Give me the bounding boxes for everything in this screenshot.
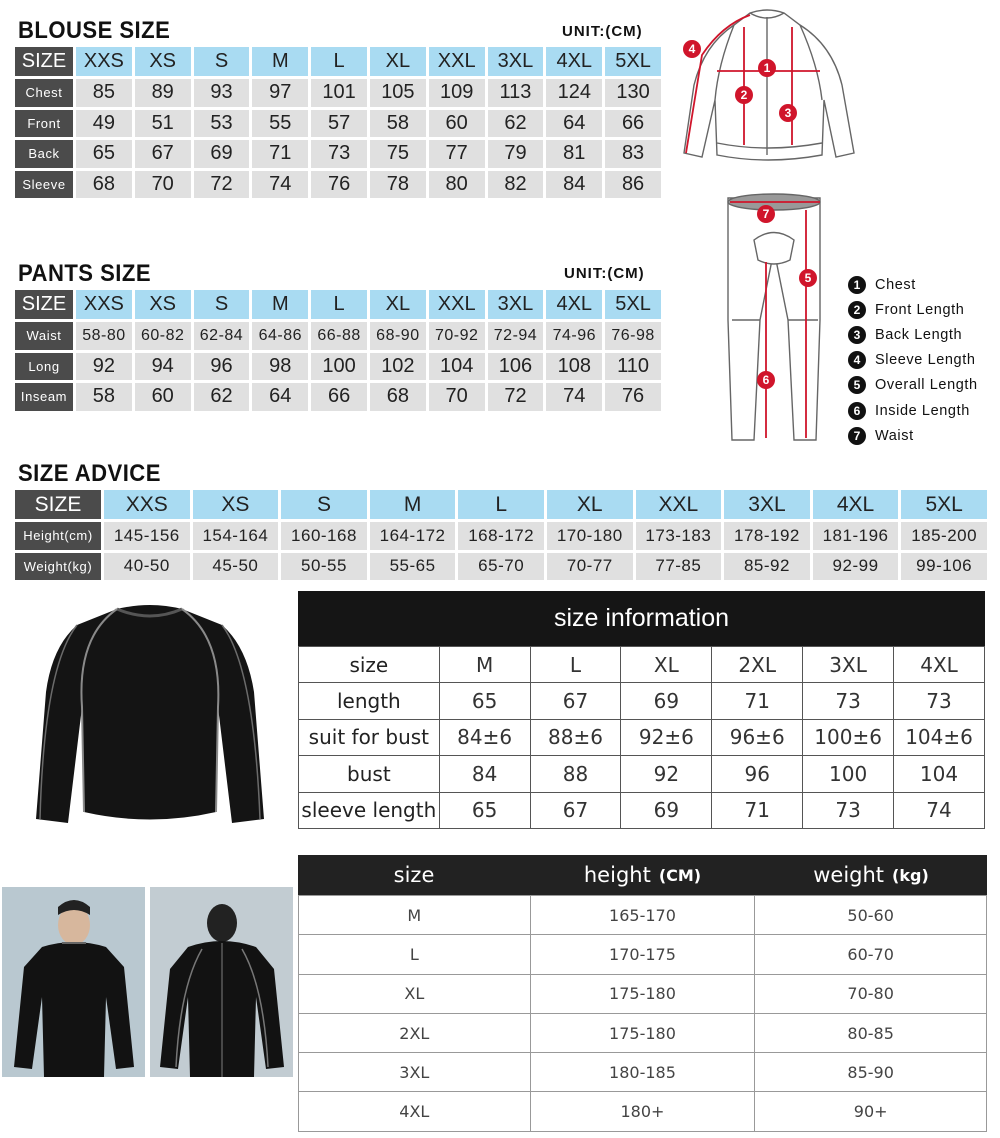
pants-diagram <box>720 190 830 445</box>
info-value-cell: 88 <box>530 756 621 792</box>
size-value-cell: 102 <box>370 353 426 381</box>
size-value-cell: 73 <box>311 140 367 168</box>
size-column-header: XL <box>547 490 633 519</box>
size-column-header: 3XL <box>488 290 544 319</box>
size-value-cell: 60-82 <box>135 322 191 350</box>
size-column-header: 4XL <box>813 490 899 519</box>
blouse-size-title: BLOUSE SIZE <box>18 17 171 44</box>
size-column-header: S <box>194 290 250 319</box>
legend-item <box>848 423 978 448</box>
size-value-cell: 66-88 <box>311 322 367 350</box>
size-value-cell: 108 <box>546 353 602 381</box>
hw-row <box>299 974 987 1013</box>
size-header-label: SIZE <box>15 47 73 76</box>
info-row <box>299 792 985 828</box>
size-value-cell: 64-86 <box>252 322 308 350</box>
info-value-cell: 96±6 <box>712 719 803 755</box>
size-column-header: XXS <box>76 290 132 319</box>
size-column-header: XXL <box>636 490 722 519</box>
size-value-cell: 154-164 <box>193 522 279 550</box>
hw-col-weight-label: weight <box>813 863 885 887</box>
hw-col-height-label: height <box>583 863 651 887</box>
hw-row <box>299 896 987 935</box>
size-value-cell: 86 <box>605 171 661 199</box>
size-value-cell: 92 <box>76 353 132 381</box>
size-column-header: L <box>311 47 367 76</box>
size-value-cell: 76-98 <box>605 322 661 350</box>
size-value-cell: 62 <box>488 110 544 138</box>
size-advice-table <box>15 490 985 580</box>
size-header-label: SIZE <box>15 290 73 319</box>
info-value-cell: 84±6 <box>439 719 530 755</box>
hw-size-cell: L <box>299 935 531 974</box>
size-value-cell: 110 <box>605 353 661 381</box>
info-value-cell: 96 <box>712 756 803 792</box>
hw-weight-cell: 60-70 <box>755 935 987 974</box>
info-value-cell: 65 <box>439 683 530 719</box>
size-column-header: XL <box>370 290 426 319</box>
marker-7-label: 7 <box>762 207 770 221</box>
info-value-cell: 65 <box>439 792 530 828</box>
size-value-cell: 124 <box>546 79 602 107</box>
height-weight-table <box>298 855 987 1132</box>
info-value-cell: 84 <box>439 756 530 792</box>
marker-2-label: 2 <box>740 88 748 102</box>
size-information-title: size information <box>298 591 985 646</box>
size-value-cell: 104 <box>429 353 485 381</box>
info-row <box>299 719 985 755</box>
legend-number-badge: 4 <box>848 351 866 369</box>
size-value-cell: 181-196 <box>813 522 899 550</box>
hw-height-cell: 165-170 <box>530 896 755 935</box>
hw-height-cell: 175-180 <box>530 974 755 1013</box>
hw-size-cell: 3XL <box>299 1053 531 1092</box>
blouse-unit-label: UNIT:(CM) <box>562 23 643 40</box>
size-value-cell: 83 <box>605 140 661 168</box>
info-value-cell: 104 <box>894 756 985 792</box>
size-value-cell: 60 <box>429 110 485 138</box>
info-value-cell: 104±6 <box>894 719 985 755</box>
row-label: Sleeve <box>15 171 73 199</box>
row-label: Waist <box>15 322 73 350</box>
size-column-header: 5XL <box>901 490 987 519</box>
legend-number-badge: 6 <box>848 402 866 420</box>
pants-size-table <box>15 290 661 411</box>
size-value-cell: 97 <box>252 79 308 107</box>
hw-weight-cell: 70-80 <box>755 974 987 1013</box>
size-value-cell: 178-192 <box>724 522 810 550</box>
info-size-header: 3XL <box>803 647 894 683</box>
marker-4-label: 4 <box>688 42 696 56</box>
jacket-diagram <box>672 5 862 165</box>
size-column-header: L <box>311 290 367 319</box>
size-column-header: 3XL <box>488 47 544 76</box>
info-size-header: XL <box>621 647 712 683</box>
size-value-cell: 84 <box>546 171 602 199</box>
size-value-cell: 76 <box>311 171 367 199</box>
marker-5-label: 5 <box>804 271 812 285</box>
legend-label: Back Length <box>875 326 963 343</box>
hw-col-size: size <box>393 863 435 887</box>
legend-number-badge: 7 <box>848 427 866 445</box>
size-value-cell: 66 <box>605 110 661 138</box>
size-value-cell: 58 <box>76 383 132 411</box>
size-value-cell: 96 <box>194 353 250 381</box>
hw-weight-cell: 90+ <box>755 1092 987 1131</box>
hw-size-cell: XL <box>299 974 531 1013</box>
row-label: Long <box>15 353 73 381</box>
info-row-label: bust <box>299 756 440 792</box>
info-size-header: 4XL <box>894 647 985 683</box>
row-label: Back <box>15 140 73 168</box>
size-value-cell: 85-92 <box>724 553 810 581</box>
size-column-header: 4XL <box>546 290 602 319</box>
size-value-cell: 99-106 <box>901 553 987 581</box>
size-value-cell: 62-84 <box>194 322 250 350</box>
size-value-cell: 113 <box>488 79 544 107</box>
row-label: Chest <box>15 79 73 107</box>
info-value-cell: 92±6 <box>621 719 712 755</box>
row-label: Weight(kg) <box>15 553 101 581</box>
size-value-cell: 130 <box>605 79 661 107</box>
info-size-header: 2XL <box>712 647 803 683</box>
size-value-cell: 105 <box>370 79 426 107</box>
info-value-cell: 92 <box>621 756 712 792</box>
size-column-header: 5XL <box>605 47 661 76</box>
size-column-header: XXS <box>104 490 190 519</box>
info-value-cell: 73 <box>803 792 894 828</box>
hw-height-cell: 180+ <box>530 1092 755 1131</box>
size-value-cell: 85 <box>76 79 132 107</box>
pants-unit-label: UNIT:(CM) <box>564 265 645 282</box>
marker-6-label: 6 <box>762 373 770 387</box>
size-column-header: XXS <box>76 47 132 76</box>
size-value-cell: 49 <box>76 110 132 138</box>
size-column-header: XS <box>193 490 279 519</box>
legend-label: Front Length <box>875 301 965 318</box>
legend-item <box>848 322 978 347</box>
legend-number-badge: 1 <box>848 276 866 294</box>
row-label: Inseam <box>15 383 73 411</box>
size-value-cell: 109 <box>429 79 485 107</box>
info-header-row <box>299 647 985 683</box>
hw-row <box>299 1013 987 1052</box>
hw-size-cell: M <box>299 896 531 935</box>
size-value-cell: 70-92 <box>429 322 485 350</box>
info-size-header: M <box>439 647 530 683</box>
info-row-label: length <box>299 683 440 719</box>
size-value-cell: 45-50 <box>193 553 279 581</box>
size-value-cell: 72-94 <box>488 322 544 350</box>
pants-size-title: PANTS SIZE <box>18 260 152 287</box>
info-row-label: sleeve length <box>299 792 440 828</box>
size-value-cell: 77-85 <box>636 553 722 581</box>
size-column-header: XL <box>370 47 426 76</box>
hw-height-cell: 170-175 <box>530 935 755 974</box>
size-value-cell: 145-156 <box>104 522 190 550</box>
size-value-cell: 55 <box>252 110 308 138</box>
size-value-cell: 81 <box>546 140 602 168</box>
size-column-header: S <box>194 47 250 76</box>
size-value-cell: 64 <box>546 110 602 138</box>
size-value-cell: 77 <box>429 140 485 168</box>
size-advice-title: SIZE ADVICE <box>18 460 161 487</box>
info-value-cell: 100±6 <box>803 719 894 755</box>
size-value-cell: 72 <box>488 383 544 411</box>
size-value-cell: 76 <box>605 383 661 411</box>
size-column-header: M <box>252 47 308 76</box>
hw-height-cell: 180-185 <box>530 1053 755 1092</box>
info-value-cell: 69 <box>621 683 712 719</box>
size-value-cell: 64 <box>252 383 308 411</box>
size-value-cell: 55-65 <box>370 553 456 581</box>
info-value-cell: 67 <box>530 683 621 719</box>
size-value-cell: 60 <box>135 383 191 411</box>
size-column-header: XXL <box>429 47 485 76</box>
size-value-cell: 68 <box>370 383 426 411</box>
hw-height-cell: 175-180 <box>530 1013 755 1052</box>
size-value-cell: 80 <box>429 171 485 199</box>
size-information-table <box>298 591 985 829</box>
size-column-header: XS <box>135 290 191 319</box>
legend-item <box>848 398 978 423</box>
info-size-header: L <box>530 647 621 683</box>
size-column-header: XS <box>135 47 191 76</box>
legend-label: Chest <box>875 276 916 293</box>
size-value-cell: 50-55 <box>281 553 367 581</box>
size-value-cell: 93 <box>194 79 250 107</box>
hw-weight-cell: 50-60 <box>755 896 987 935</box>
legend-label: Inside Length <box>875 402 970 419</box>
size-value-cell: 58-80 <box>76 322 132 350</box>
info-value-cell: 73 <box>803 683 894 719</box>
size-column-header: L <box>458 490 544 519</box>
info-value-cell: 73 <box>894 683 985 719</box>
legend-number-badge: 3 <box>848 326 866 344</box>
size-value-cell: 106 <box>488 353 544 381</box>
size-column-header: 5XL <box>605 290 661 319</box>
shirt-product-image <box>22 597 277 832</box>
size-value-cell: 57 <box>311 110 367 138</box>
legend-number-badge: 2 <box>848 301 866 319</box>
marker-3-label: 3 <box>784 106 792 120</box>
size-value-cell: 70 <box>429 383 485 411</box>
info-value-cell: 71 <box>712 792 803 828</box>
size-value-cell: 58 <box>370 110 426 138</box>
size-value-cell: 74 <box>546 383 602 411</box>
size-value-cell: 74-96 <box>546 322 602 350</box>
size-column-header: 3XL <box>724 490 810 519</box>
size-value-cell: 170-180 <box>547 522 633 550</box>
info-row-label: suit for bust <box>299 719 440 755</box>
size-value-cell: 92-99 <box>813 553 899 581</box>
size-value-cell: 78 <box>370 171 426 199</box>
info-value-cell: 69 <box>621 792 712 828</box>
hw-size-cell: 4XL <box>299 1092 531 1131</box>
info-row <box>299 756 985 792</box>
info-value-cell: 88±6 <box>530 719 621 755</box>
size-value-cell: 168-172 <box>458 522 544 550</box>
info-value-cell: 100 <box>803 756 894 792</box>
hw-weight-cell: 80-85 <box>755 1013 987 1052</box>
legend-label: Sleeve Length <box>875 352 976 369</box>
measurement-legend <box>848 272 978 448</box>
hw-row <box>299 935 987 974</box>
hw-col-weight-unit: (kg) <box>892 865 929 885</box>
info-row <box>299 683 985 719</box>
size-value-cell: 98 <box>252 353 308 381</box>
legend-label: Waist <box>875 427 914 444</box>
size-value-cell: 101 <box>311 79 367 107</box>
size-column-header: 4XL <box>546 47 602 76</box>
hw-size-cell: 2XL <box>299 1013 531 1052</box>
size-value-cell: 70 <box>135 171 191 199</box>
size-value-cell: 69 <box>194 140 250 168</box>
blouse-size-table <box>15 47 661 198</box>
size-header-label: SIZE <box>15 490 101 519</box>
model-back-photo <box>150 887 293 1077</box>
size-value-cell: 160-168 <box>281 522 367 550</box>
hw-weight-cell: 85-90 <box>755 1053 987 1092</box>
size-value-cell: 53 <box>194 110 250 138</box>
size-value-cell: 79 <box>488 140 544 168</box>
size-value-cell: 75 <box>370 140 426 168</box>
size-value-cell: 62 <box>194 383 250 411</box>
hw-col-weight <box>755 855 987 895</box>
size-column-header: M <box>370 490 456 519</box>
hw-row <box>299 1053 987 1092</box>
size-value-cell: 71 <box>252 140 308 168</box>
size-value-cell: 70-77 <box>547 553 633 581</box>
size-value-cell: 74 <box>252 171 308 199</box>
hw-row <box>299 1092 987 1131</box>
legend-item <box>848 297 978 322</box>
row-label: Front <box>15 110 73 138</box>
size-value-cell: 100 <box>311 353 367 381</box>
size-column-header: XXL <box>429 290 485 319</box>
size-value-cell: 68 <box>76 171 132 199</box>
size-value-cell: 94 <box>135 353 191 381</box>
legend-item <box>848 272 978 297</box>
size-column-header: M <box>252 290 308 319</box>
size-column-header: S <box>281 490 367 519</box>
size-value-cell: 65 <box>76 140 132 168</box>
hw-col-height-unit: (CM) <box>658 865 702 885</box>
size-value-cell: 82 <box>488 171 544 199</box>
size-value-cell: 164-172 <box>370 522 456 550</box>
size-value-cell: 40-50 <box>104 553 190 581</box>
info-value-cell: 71 <box>712 683 803 719</box>
hw-col-height <box>530 855 755 895</box>
info-header-label: size <box>299 647 440 683</box>
legend-label: Overall Length <box>875 377 978 394</box>
size-value-cell: 66 <box>311 383 367 411</box>
legend-item <box>848 373 978 398</box>
legend-item <box>848 348 978 373</box>
marker-1-label: 1 <box>763 61 771 75</box>
size-value-cell: 173-183 <box>636 522 722 550</box>
legend-number-badge: 5 <box>848 376 866 394</box>
size-value-cell: 185-200 <box>901 522 987 550</box>
model-front-photo <box>2 887 145 1077</box>
info-value-cell: 67 <box>530 792 621 828</box>
size-value-cell: 72 <box>194 171 250 199</box>
size-value-cell: 89 <box>135 79 191 107</box>
size-value-cell: 67 <box>135 140 191 168</box>
size-value-cell: 68-90 <box>370 322 426 350</box>
size-value-cell: 65-70 <box>458 553 544 581</box>
info-value-cell: 74 <box>894 792 985 828</box>
row-label: Height(cm) <box>15 522 101 550</box>
size-value-cell: 51 <box>135 110 191 138</box>
